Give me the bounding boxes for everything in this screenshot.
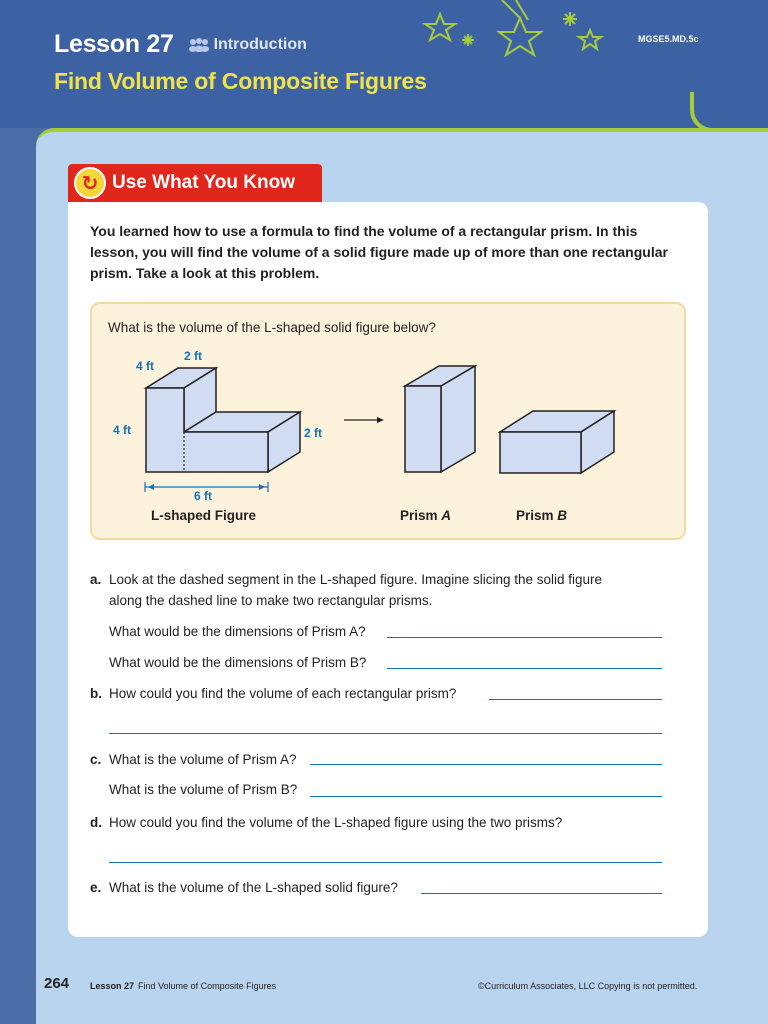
dim-top-depth: 2 ft — [184, 349, 202, 363]
prism-b-label: Prism B — [516, 508, 568, 523]
refresh-arrow-icon: ↻ — [74, 167, 106, 199]
standard-code: MGSE5.MD.5c — [638, 34, 699, 44]
use-what-you-know-label: Use What You Know — [112, 172, 295, 193]
lesson-number: Lesson 27 — [54, 30, 174, 58]
dim-top-height: 4 ft — [136, 359, 154, 373]
answer-line-b1[interactable] — [489, 699, 662, 700]
question-c-text: What is the volume of Prism A? — [109, 752, 297, 767]
dim-right-height: 2 ft — [304, 426, 322, 440]
question-e-letter: e. — [90, 880, 102, 895]
intro-paragraph: You learned how to use a formula to find the volume of a rectangular prism. In this lesson, you will find the volume of a solid figure made up of more than one rectangular prism. Take a look at this problem. — [90, 223, 668, 281]
figure-diagram — [96, 340, 686, 530]
question-a-letter: a. — [90, 572, 102, 587]
prism-b — [500, 411, 614, 473]
question-a-text-1: Look at the dashed segment in the L-shaped figure. Imagine slicing the solid figure — [109, 572, 603, 587]
lesson-line — [54, 30, 307, 59]
question-d-letter: d. — [90, 815, 102, 830]
question-b-text: How could you find the volume of each rectangular prism? — [109, 686, 457, 701]
question-b-letter: b. — [90, 686, 102, 701]
question-a-sub2: What would be the dimensions of Prism B? — [109, 655, 367, 670]
dim-length: 6 ft — [194, 489, 212, 503]
arrow-right-icon — [344, 417, 384, 423]
lime-corner-decoration — [690, 92, 768, 132]
footer-lesson-title: Find Volume of Composite Figures — [138, 981, 277, 991]
use-what-you-know-tab — [68, 164, 322, 202]
lesson-title: Find Volume of Composite Figures — [54, 68, 427, 94]
answer-line-b2[interactable] — [109, 733, 662, 734]
answer-line-d[interactable] — [109, 862, 662, 863]
question-c-sub1: What is the volume of Prism B? — [109, 782, 298, 797]
footer-lesson-number: Lesson 27 — [90, 981, 135, 991]
answer-line-a2[interactable] — [387, 668, 662, 669]
problem-question: What is the volume of the L-shaped solid figure below? — [108, 320, 436, 335]
question-c — [90, 749, 297, 770]
question-e — [90, 877, 398, 898]
group-people-icon — [188, 38, 210, 52]
question-e-text: What is the volume of the L-shaped solid figure? — [109, 880, 398, 895]
l-shape-label: L-shaped Figure — [151, 508, 257, 523]
section-text: Introduction — [213, 36, 307, 53]
question-a — [90, 569, 602, 611]
question-b — [90, 683, 456, 704]
stars-decoration-icon — [420, 0, 620, 60]
section-label — [188, 36, 307, 54]
question-c-letter: c. — [90, 752, 102, 767]
question-a-text-2: along the dashed line to make two rectangular prisms. — [109, 593, 433, 608]
footer-lesson — [90, 981, 276, 991]
answer-line-c1[interactable] — [310, 764, 662, 765]
answer-line-e[interactable] — [421, 893, 662, 894]
question-d-text: How could you find the volume of the L-shaped figure using the two prisms? — [109, 815, 563, 830]
answer-line-c2[interactable] — [310, 796, 662, 797]
page-number: 264 — [44, 975, 70, 992]
prism-a — [405, 366, 475, 472]
header-band — [0, 0, 768, 128]
question-a-sub1: What would be the dimensions of Prism A? — [109, 624, 366, 639]
copyright: ©Curriculum Associates, LLC Copying is not permitted. — [478, 981, 698, 991]
question-d — [90, 812, 562, 833]
dim-left-height: 4 ft — [113, 423, 131, 437]
l-shaped-figure — [146, 368, 300, 472]
prism-a-label: Prism A — [400, 508, 452, 523]
answer-line-a1[interactable] — [387, 637, 662, 638]
